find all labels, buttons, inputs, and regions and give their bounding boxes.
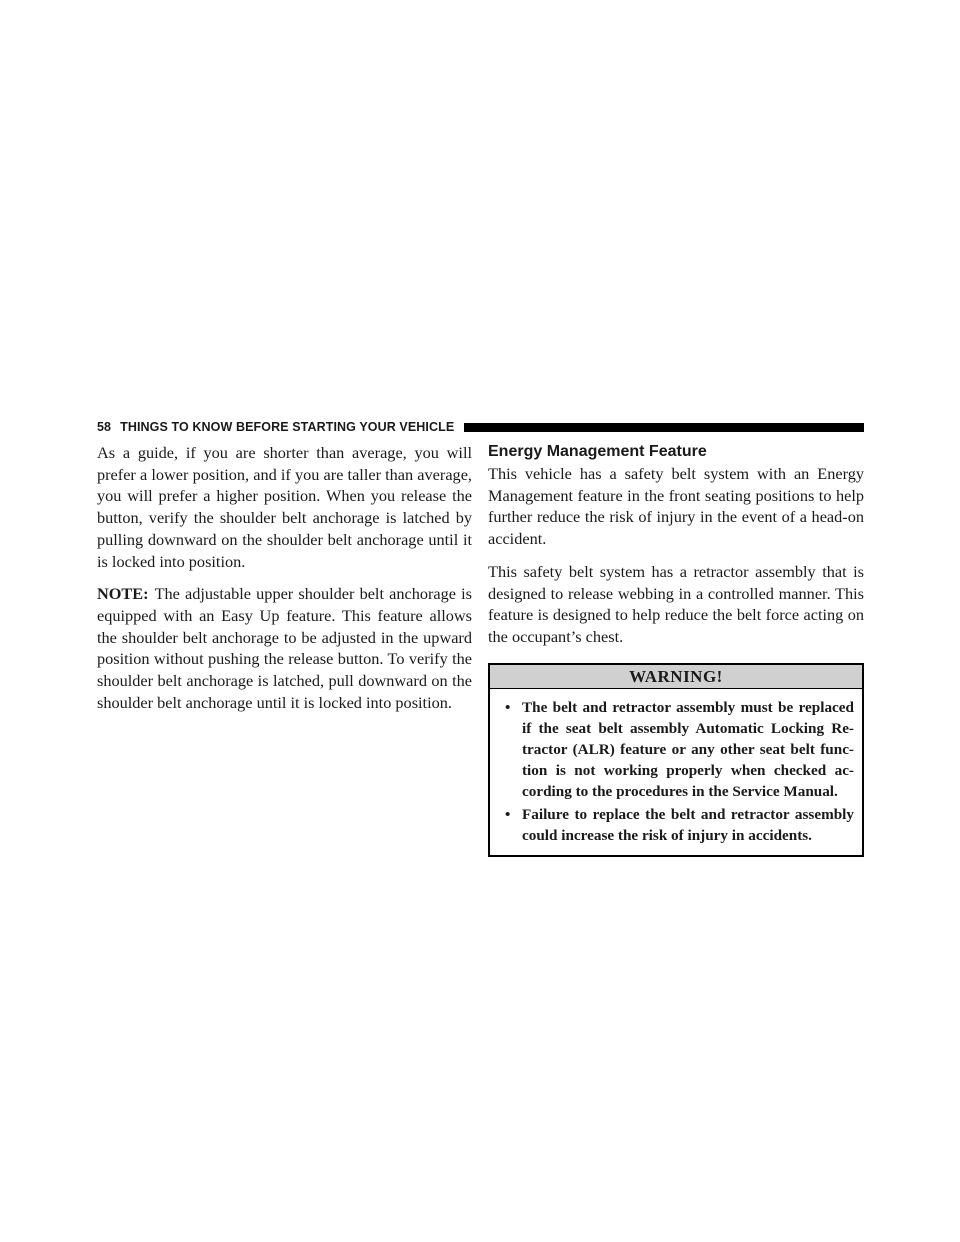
body-paragraph: This safety belt system has a retractor assembly that is designed to release webbing in a controlled manner. This feature is designed to help reduce the belt force acting on the occupant’s chest. xyxy=(488,561,864,646)
left-column xyxy=(97,442,472,724)
body-paragraph: This vehicle has a safety belt system with an Energy Management feature in the front seating positions to help further reduce the risk of injury in the event of a head-on accident. xyxy=(488,464,864,549)
warning-item-text: Failure to replace the belt and retractor assembly could increase the risk of injury in accidents. xyxy=(522,805,854,844)
page-header xyxy=(97,418,864,436)
page-number: 58 xyxy=(97,420,112,434)
right-column xyxy=(488,442,864,857)
note-paragraph xyxy=(97,583,472,713)
section-title: THINGS TO KNOW BEFORE STARTING YOUR VEHICLE xyxy=(120,420,455,434)
warning-item-text: The belt and retractor assembly must be replaced if the seat belt assembly Automatic Locking Re-tractor (ALR) feature or any other seat belt func-tion is not working properly when checked ac-cording to the procedures in the Service Manual. xyxy=(522,698,854,801)
warning-title: WARNING! xyxy=(490,665,862,689)
warning-item xyxy=(498,804,854,846)
bullet-icon: • xyxy=(505,805,511,823)
header-rule xyxy=(464,423,864,432)
note-text: The adjustable upper shoulder belt anchorage is equipped with an Easy Up feature. This feature allows the shoulder belt anchorage to be adjusted in the upward position without pushing the release button. To verify the shoulder belt anchorage is latched, pull downward on the shoulder belt anchorage until it is locked into position. xyxy=(97,584,472,712)
warning-item xyxy=(498,697,854,803)
section-heading: Energy Management Feature xyxy=(488,443,707,460)
body-paragraph: As a guide, if you are shorter than average, you will prefer a lower position, and if you are taller than average, you will prefer a higher position. When you release the button, verify the shoulder belt anchorage is latched by pulling downward on the shoulder belt anchorage until it is locked into position. xyxy=(97,443,472,571)
note-label: NOTE: xyxy=(97,584,149,604)
warning-box xyxy=(488,663,864,857)
warning-list xyxy=(490,689,862,855)
bullet-icon: • xyxy=(505,698,511,716)
